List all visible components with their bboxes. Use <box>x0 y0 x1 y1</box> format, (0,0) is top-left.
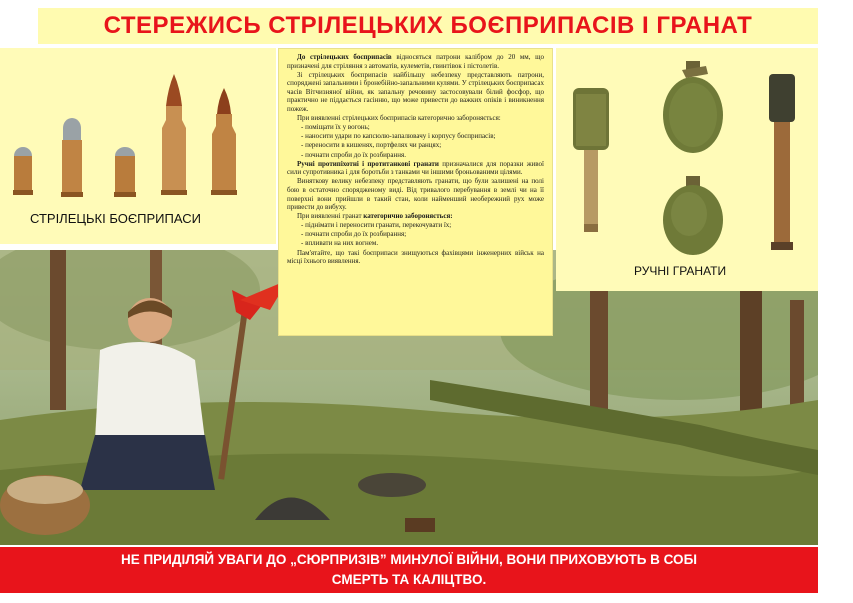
small-arms-ammo-panel <box>0 48 276 244</box>
grenades-illustration <box>556 48 818 258</box>
bold-term: До стрілецьких боєприпасів <box>297 53 392 61</box>
cartridge-icon <box>161 74 187 195</box>
bold-term: Ручні протипіхотні і протитанкові гранати <box>297 159 439 168</box>
paragraph-prohibition-intro: При виявленні стрілецьких боєприпасів категорично забороняється: <box>297 114 501 123</box>
info-text-panel <box>278 48 553 336</box>
stick-grenade-icon <box>573 88 609 232</box>
stick-grenade-icon <box>769 74 795 250</box>
cartridge-icon <box>61 118 83 197</box>
paragraph-danger: Зі стрілецьких боєприпасів найбільшу небезпеку представляють патрони, споряджені запальними і бронебійно-запальними кулями. У стрілецьких боєприпасах часів Вітчизняної війни, як запальну речовину застосовували білий фосфор, що практично не піддається гасінню, що може привести до важких опіків і виникнення пожеж. <box>287 70 544 114</box>
paragraph-remember: Пам'ятайте, що такі боєприпаси знищуються фахівцями інженерних військ на місці їхнього виявлення. <box>287 248 544 266</box>
cartridge-icon <box>211 88 237 195</box>
paragraph-grenade-danger: Виняткову велику небезпеку представляють гранати, що були залишені на полі бою в остаточно спорядженому виді. Від тривалого перебування в землі чи на її поверхні вони прийшли в такий стан, коли найменший необережний рух може привести до вибуху. <box>287 177 544 212</box>
egg-grenade-icon <box>663 176 723 255</box>
list-item: - впливати на них вогнем. <box>301 239 379 248</box>
paragraph-text: відносяться патрони калібром до 20 мм, що призначені для стріляння з автоматів, кулеметів, гвинтівок і пістолетів. <box>287 53 544 70</box>
warning-line-1: НЕ ПРИДІЛЯЙ УВАГИ ДО „СЮРПРИЗІВ” МИНУЛОЇ ВІЙНИ, ВОНИ ПРИХОВУЮТЬ В СОБІ <box>120 552 698 567</box>
title-bar <box>38 8 818 44</box>
hand-grenades-caption: РУЧНІ ГРАНАТИ <box>634 264 727 278</box>
pineapple-grenade-icon <box>663 61 723 153</box>
small-arms-caption: СТРІЛЕЦЬКІ БОЄПРИПАСИ <box>30 211 201 226</box>
list-item: - поміщати їх у вогонь; <box>301 123 370 132</box>
list-item: - переносити в кишенях, портфелях чи ранцях; <box>301 141 442 150</box>
warning-line-2: СМЕРТЬ ТА КАЛІЦТВО. <box>331 572 487 587</box>
paragraph-grenades-definition <box>287 160 544 177</box>
list-item: - наносити удари по капсюлю-запалювачу і корпусу боєприпасів; <box>301 132 496 141</box>
cartridge-icon <box>13 147 33 195</box>
list-item: - почнати спроби до їх розбирання; <box>301 230 407 239</box>
paragraph-text: При виявленні гранат <box>297 212 364 221</box>
hand-grenades-panel <box>556 48 818 291</box>
paragraph-grenade-prohibition-intro <box>287 212 544 221</box>
page-title: СТЕРЕЖИСЬ СТРІЛЕЦЬКИХ БОЄПРИПАСІВ І ГРАНАТ <box>103 12 753 39</box>
list-item: - почнати спроби до їх розбирання. <box>301 150 406 159</box>
paragraph-text: призначалися для поразки живої сили супротивника і для боротьби з танками чи іншими броньованими цілями. <box>287 159 544 177</box>
warning-banner <box>0 547 818 593</box>
list-item: - піднімати і переносити гранати, перекочувати їх; <box>301 221 452 230</box>
cartridge-icon <box>114 147 136 197</box>
paragraph-small-arms-definition <box>287 53 544 70</box>
cartridges-illustration <box>0 48 276 208</box>
bold-term: категорично забороняється: <box>363 212 453 221</box>
